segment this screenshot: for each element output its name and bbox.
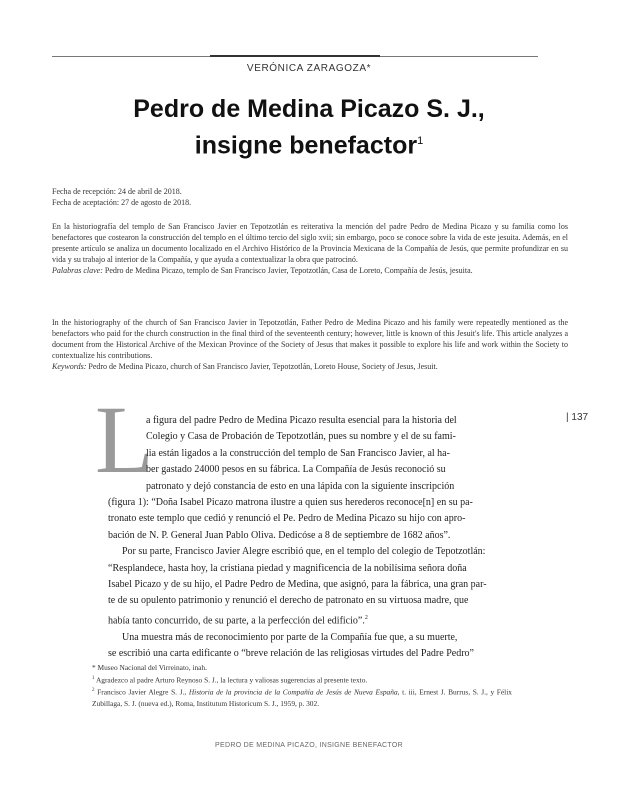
- body-line: tronato este templo que cedió y renunció el Pe. Pedro de Medina Picazo su hijo con apro-: [108, 513, 466, 525]
- accepted-date: Fecha de aceptación: 27 de agosto de 2018.: [52, 198, 192, 207]
- footnote-2-book-title: Historia de la provincia de la Compañía de Jesús de Nueva España: [188, 687, 398, 697]
- abstract-english: [52, 317, 568, 372]
- body-line: Por su parte, Francisco Javier Alegre escribió que, en el templo del colegio de Tepotzotlán:: [122, 546, 486, 558]
- footnotes: [92, 662, 512, 709]
- publication-dates: [52, 186, 191, 208]
- footnote-ref-2[interactable]: 2: [364, 614, 368, 621]
- page-number: | 137: [566, 412, 589, 423]
- abstract-spanish-text: En la historiografía del templo de San Francisco Javier en Tepotzotlán es reiterativa la mención del padre Pedro de Medina Picazo y su familia como los benefactores que costearon la construcción del templo en el último tercio del siglo xvii; sin embargo, poco se conoce sobre la vida de este jesuita. Además, en el presente artículo se analiza un documento localizado en el Archivo Histórico de la Provincia Mexicana de la Compañía de Jesús, que permite profundizar en su vida y su trabajo al interior de la Compañía, y que ayuda a contextualizar la obra que patrocinó.: [52, 222, 568, 264]
- article-title-line-1: Pedro de Medina Picazo S. J.,: [133, 95, 485, 123]
- body-line: (figura 1): “Doña Isabel Picazo matrona ilustre a quien sus herederos reconoce[n] en su pa-: [108, 497, 473, 509]
- keywords-spanish-label: Palabras clave:: [52, 266, 103, 275]
- footnote-2: [92, 685, 512, 708]
- body-line: lia están ligados a la construcción del templo de San Francisco Javier, al ha-: [146, 447, 450, 459]
- body-line: a figura del padre Pedro de Medina Picazo resulta esencial para la historia del: [146, 415, 457, 426]
- article-title-line-2: [60, 125, 558, 161]
- article-body: [108, 413, 512, 662]
- body-line: Colegio y Casa de Probación de Tepotzotlán, pues su nombre y el de su fami-: [146, 431, 456, 443]
- body-paragraph-2: [108, 544, 512, 629]
- body-line: te de su opulento patrimonio y renunció el derecho de patronato en su virtuosa madre, que: [108, 595, 469, 607]
- keywords-spanish-list: Pedro de Medina Picazo, templo de San Francisco Javier, Tepotzotlán, Casa de Loreto, Compañía de Jesús, jesuita.: [102, 266, 473, 275]
- footnote-author-affiliation: * Museo Nacional del Virreinato, inah.: [92, 663, 207, 672]
- abstract-english-text: In the historiography of the church of San Francisco Javier in Tepotzotlán, Father Pedro de Medina Picazo and his family were repeatedly mentioned as the benefactors who paid for the church construction in the final third of the seventeenth century; however, little is known of this Jesuit's life. This article analyzes a document from the Historical Archive of the Mexican Province of the Society of Jesus that makes it possible to explore his life and work within the Society to contextualize his contributions.: [52, 318, 568, 360]
- keywords-spanish: [52, 265, 568, 276]
- drop-cap: L: [95, 386, 154, 493]
- footnote-1: [92, 673, 512, 685]
- body-paragraph-3: [108, 630, 512, 663]
- footnote-2-text-a: Francisco Javier Alegre S. J.,: [94, 687, 189, 697]
- author-name: VERÓNICA ZARAGOZA*: [246, 63, 372, 74]
- footnote-1-mark: 1: [92, 676, 95, 681]
- body-line-text: había tanto concurrido, de su parte, a la perfección del edificio”.: [108, 615, 365, 627]
- body-line: “Resplandece, hasta hoy, la cristiana piedad y magnificencia de la nobilísima señora doña: [108, 562, 467, 574]
- footnote-1-text: Agradezco al padre Arturo Reynoso S. J., la lectura y valiosas sugerencias al presente texto.: [94, 675, 368, 685]
- running-footer: PEDRO DE MEDINA PICAZO, INSIGNE BENEFACTOR: [215, 742, 403, 749]
- body-line: bación de N. P. General Juan Pablo Oliva. Dedicóse a 8 de septiembre de 1682 años”.: [108, 529, 451, 541]
- received-date: Fecha de recepción: 24 de abril de 2018.: [52, 187, 182, 196]
- body-line: Isabel Picazo y de su hijo, el Padre Pedro de Medina, que asignó, para la fábrica, una gran par-: [108, 579, 487, 591]
- body-paragraph-1: [108, 413, 512, 544]
- body-line-last: [108, 610, 512, 630]
- header-rule-accent: [210, 55, 380, 57]
- body-line: patronato y dejó constancia de esto en una lápida con la siguiente inscripción: [146, 480, 455, 492]
- keywords-english-label: Keywords:: [52, 362, 87, 371]
- footnote-2-mark: 2: [92, 688, 95, 694]
- title-footnote-mark[interactable]: 1: [417, 135, 424, 147]
- keywords-english-list: Pedro de Medina Picazo, church of San Francisco Javier, Tepotzotlán, Loreto House, Society of Jesus, Jesuit.: [86, 362, 438, 371]
- article-title: [60, 93, 558, 161]
- body-line: ber gastado 24000 pesos en su fábrica. La Compañía de Jesús reconoció su: [146, 464, 446, 476]
- abstract-spanish: [52, 221, 568, 276]
- body-line: se escribió una carta edificante o “breve relación de las religiosas virtudes del Padre Pedro”: [108, 648, 474, 660]
- keywords-english: [52, 361, 568, 372]
- body-line: Una muestra más de reconocimiento por parte de la Compañía fue que, a su muerte,: [122, 631, 458, 643]
- footnote-2-text-b: , t. iii, Ernest J. Burrus, S. J., y Félix Zubillaga, S. J. (nueva ed.), Roma, Institutum Historicum S. J., 1959, p. 302.: [92, 687, 512, 708]
- article-title-text: insigne benefactor: [194, 131, 418, 160]
